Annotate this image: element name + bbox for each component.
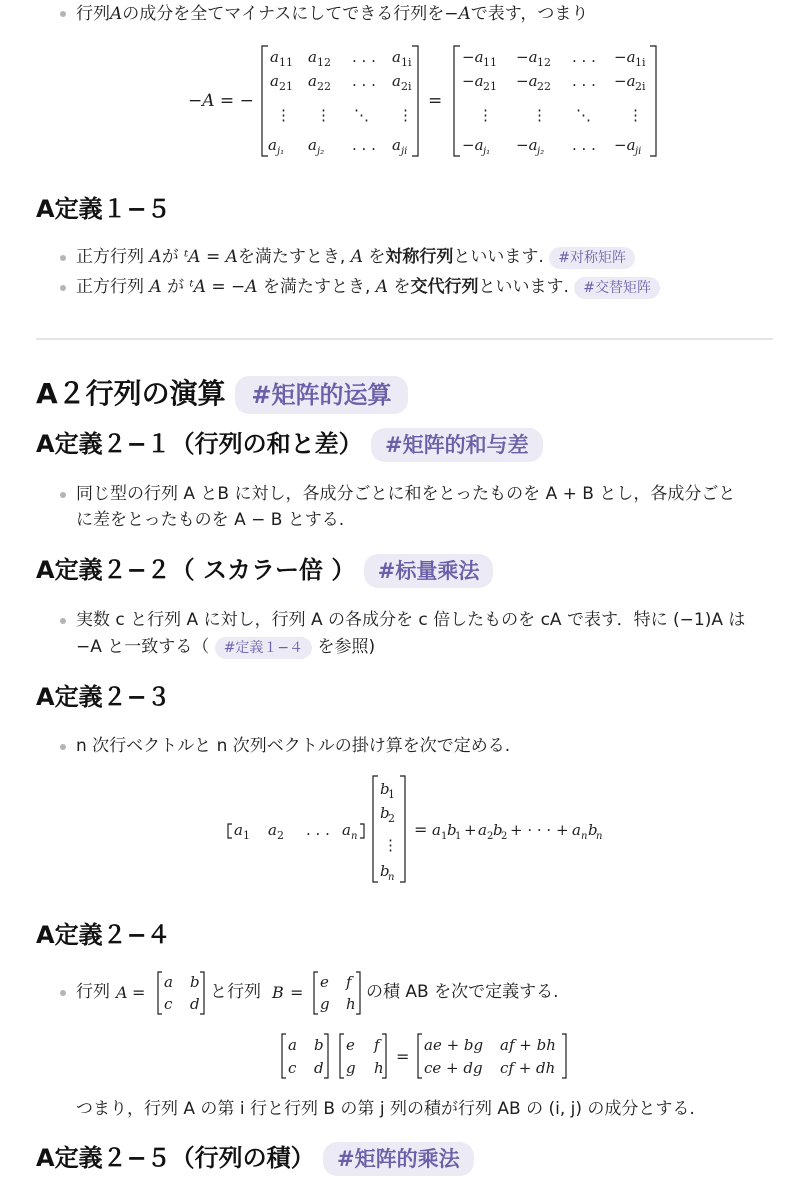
svg-text:a: a xyxy=(234,821,243,839)
svg-text:+: + xyxy=(464,821,477,839)
svg-text:e: e xyxy=(320,973,329,991)
svg-text:. . .: . . . xyxy=(352,136,376,154)
svg-text:12: 12 xyxy=(317,56,331,69)
svg-text:a: a xyxy=(432,821,441,839)
bullet xyxy=(60,285,66,291)
svg-text:1: 1 xyxy=(441,831,448,842)
svg-text:21: 21 xyxy=(483,80,497,93)
svg-text:cf + dh: cf + dh xyxy=(500,1059,556,1077)
heading-def-2-3: A定義２−３ xyxy=(36,683,171,711)
def-2-3-line1: n 次行ベクトルと n 次列ベクトルの掛け算を次で定める. xyxy=(76,736,511,756)
svg-text:b: b xyxy=(314,1036,324,1054)
svg-text:af + bh: af + bh xyxy=(500,1036,556,1054)
svg-text:a: a xyxy=(342,821,351,839)
svg-text:22: 22 xyxy=(537,80,551,93)
svg-text:1: 1 xyxy=(455,831,462,842)
svg-text:a: a xyxy=(392,48,401,66)
svg-text:12: 12 xyxy=(537,56,551,69)
svg-text:a: a xyxy=(288,1036,297,1054)
svg-text:−a: −a xyxy=(614,72,636,90)
tag-matrix-multiplication[interactable]: #矩阵的乘法 xyxy=(323,1142,474,1176)
svg-text:a: a xyxy=(392,72,401,90)
svg-text:b: b xyxy=(447,821,457,839)
svg-text:n: n xyxy=(581,831,588,842)
svg-text:d: d xyxy=(314,1059,324,1077)
neg-matrix-intro: 行列Aの成分を全てマイナスにしてできる行列を−Aで表す，つまり xyxy=(76,4,589,24)
svg-text:b: b xyxy=(380,804,390,822)
svg-text:g: g xyxy=(320,995,330,1013)
neg-matrix-equation xyxy=(180,40,670,162)
svg-text:a: a xyxy=(270,72,279,90)
svg-text:j₂: j₂ xyxy=(537,146,545,157)
def-2-4-note: つまり，行列 A の第 i 行と行列 B の第 j 列の積が行列 AB の (i, j) の成分とする. xyxy=(76,1099,695,1119)
svg-text:2i: 2i xyxy=(635,80,646,93)
svg-text:2: 2 xyxy=(388,812,395,825)
svg-text:a: a xyxy=(268,136,277,154)
def-2-2-line2: −A と一致する（ #定義１−４ を参照) xyxy=(76,637,376,657)
svg-text:a: a xyxy=(308,136,317,154)
svg-text:⋮: ⋮ xyxy=(316,106,331,124)
bullet xyxy=(60,11,66,17)
svg-text:A: A xyxy=(116,983,128,1002)
svg-text:−a: −a xyxy=(516,48,538,66)
svg-text:21: 21 xyxy=(279,80,293,93)
tag-def-1-4-link[interactable]: #定義１−４ xyxy=(215,637,312,659)
svg-text:=: = xyxy=(428,91,443,111)
svg-text:−a: −a xyxy=(516,72,538,90)
svg-text:f: f xyxy=(346,973,352,991)
svg-text:. . .: . . . xyxy=(572,48,596,66)
matrix-product-equation xyxy=(276,1028,576,1084)
svg-text:1: 1 xyxy=(243,829,250,842)
svg-text:f: f xyxy=(374,1036,380,1054)
svg-text:n: n xyxy=(351,831,358,842)
svg-text:b: b xyxy=(380,862,390,880)
section-heading-matrix-operations: A２行列の演算 #矩阵的运算 xyxy=(36,376,408,414)
svg-text:=: = xyxy=(414,820,428,839)
divider xyxy=(36,338,773,340)
matrix-B-2x2 xyxy=(270,968,370,1018)
svg-text:a: a xyxy=(270,48,279,66)
svg-text:. . .: . . . xyxy=(572,136,596,154)
svg-text:1: 1 xyxy=(388,788,395,801)
svg-text:2i: 2i xyxy=(401,80,412,93)
svg-text:−a: −a xyxy=(462,136,484,154)
svg-text:−a: −a xyxy=(462,48,484,66)
tag-matrix-operations[interactable]: #矩阵的运算 xyxy=(235,376,407,414)
svg-text:−a: −a xyxy=(516,136,538,154)
def-2-4-post: の積 AB を次で定義する. xyxy=(366,982,559,1002)
svg-text:−a: −a xyxy=(614,136,636,154)
tag-scalar-multiplication[interactable]: #标量乘法 xyxy=(364,554,494,588)
svg-text:j₂: j₂ xyxy=(317,146,325,157)
heading-def-2-2: A定義２−２（ スカラー倍 ） #标量乘法 xyxy=(36,554,493,588)
bullet xyxy=(60,492,66,498)
svg-text:j₁: j₁ xyxy=(483,146,491,157)
alternating-matrix-definition: 正方行列 A が ᵗA = −A を満たすとき, A を交代行列といいます. #交替矩阵 xyxy=(76,274,660,300)
svg-text:ce + dg: ce + dg xyxy=(424,1059,483,1077)
tag-symmetric-matrix[interactable]: #对称矩阵 xyxy=(549,247,635,269)
svg-text:b: b xyxy=(493,821,503,839)
svg-text:11: 11 xyxy=(279,56,293,69)
svg-text:1i: 1i xyxy=(401,56,412,69)
def-2-1-line2: に差をとったものを A − B とする. xyxy=(76,510,345,530)
svg-text:a: a xyxy=(308,48,317,66)
svg-text:⋮: ⋮ xyxy=(532,106,547,124)
svg-text:c: c xyxy=(288,1059,297,1077)
bullet xyxy=(60,618,66,624)
svg-text:1i: 1i xyxy=(635,56,646,69)
heading-def-2-5: A定義２−５（行列の積） #矩阵的乘法 xyxy=(36,1142,474,1176)
svg-text:=: = xyxy=(290,983,304,1002)
svg-text:a: a xyxy=(308,72,317,90)
svg-text:⋱: ⋱ xyxy=(354,106,369,124)
svg-text:b: b xyxy=(190,973,200,991)
svg-text:2: 2 xyxy=(487,831,494,842)
svg-text:⋱: ⋱ xyxy=(576,106,591,124)
svg-text:h: h xyxy=(346,995,356,1013)
svg-text:c: c xyxy=(164,995,173,1013)
heading-def-1-5: A定義１−５ xyxy=(36,195,171,223)
heading-def-2-4: A定義２−４ xyxy=(36,921,171,949)
svg-text:n: n xyxy=(596,831,603,842)
svg-text:ji: ji xyxy=(635,146,642,157)
svg-text:a: a xyxy=(572,821,581,839)
svg-text:. . .: . . . xyxy=(572,72,596,90)
svg-text:B: B xyxy=(272,983,284,1002)
tag-alternating-matrix[interactable]: #交替矩阵 xyxy=(574,277,660,299)
svg-text:g: g xyxy=(346,1059,356,1077)
svg-text:=: = xyxy=(132,983,146,1002)
svg-text:⋮: ⋮ xyxy=(398,106,413,124)
svg-text:−a: −a xyxy=(614,48,636,66)
def-2-1-line1: 同じ型の行列 A とB に対し，各成分ごとに和をとったものを A + B とし，各成分ごと xyxy=(76,484,736,504)
matrix-A-2x2 xyxy=(114,968,214,1018)
svg-text:−a: −a xyxy=(462,72,484,90)
svg-text:2: 2 xyxy=(277,829,284,842)
svg-text:a: a xyxy=(392,136,401,154)
svg-text:h: h xyxy=(374,1059,384,1077)
svg-text:b: b xyxy=(588,821,598,839)
def-2-2-line1: 実数 c と行列 A に対し，行列 A の各成分を c 倍したものを cA で表す．特に (−1)A は xyxy=(76,610,746,630)
svg-text:⋮: ⋮ xyxy=(628,106,643,124)
svg-text:−A = −: −A = − xyxy=(188,91,254,111)
svg-text:e: e xyxy=(346,1036,355,1054)
svg-text:=: = xyxy=(396,1047,410,1066)
svg-text:a: a xyxy=(164,973,173,991)
svg-text:a: a xyxy=(268,821,277,839)
svg-text:a: a xyxy=(478,821,487,839)
svg-text:j₁: j₁ xyxy=(277,146,285,157)
bullet xyxy=(60,744,66,750)
vector-product-equation xyxy=(220,772,640,888)
svg-text:⋮: ⋮ xyxy=(478,106,493,124)
svg-text:d: d xyxy=(190,995,200,1013)
svg-text:22: 22 xyxy=(317,80,331,93)
def-2-4-pre: 行列 xyxy=(76,982,110,1002)
svg-text:. . .: . . . xyxy=(306,821,330,839)
bullet xyxy=(60,255,66,261)
svg-text:. . .: . . . xyxy=(352,72,376,90)
svg-text:⋮: ⋮ xyxy=(383,836,398,854)
def-2-4-mid: と行列 xyxy=(210,982,261,1002)
svg-text:+ · · · +: + · · · + xyxy=(510,821,569,839)
bullet xyxy=(60,990,66,996)
tag-matrix-sum-difference[interactable]: #矩阵的和与差 xyxy=(371,428,543,462)
svg-text:ae + bg: ae + bg xyxy=(424,1036,484,1054)
svg-text:11: 11 xyxy=(483,56,497,69)
symmetric-matrix-definition: 正方行列 Aが ᵗA = Aを満たすとき, A を対称行列といいます. #对称矩阵 xyxy=(76,244,635,270)
svg-text:2: 2 xyxy=(501,831,508,842)
svg-text:. . .: . . . xyxy=(352,48,376,66)
heading-def-2-1: A定義２−１（行列の和と差） #矩阵的和与差 xyxy=(36,428,543,462)
svg-text:ji: ji xyxy=(401,146,408,157)
svg-text:b: b xyxy=(380,780,390,798)
svg-text:n: n xyxy=(388,872,395,883)
svg-text:⋮: ⋮ xyxy=(276,106,291,124)
